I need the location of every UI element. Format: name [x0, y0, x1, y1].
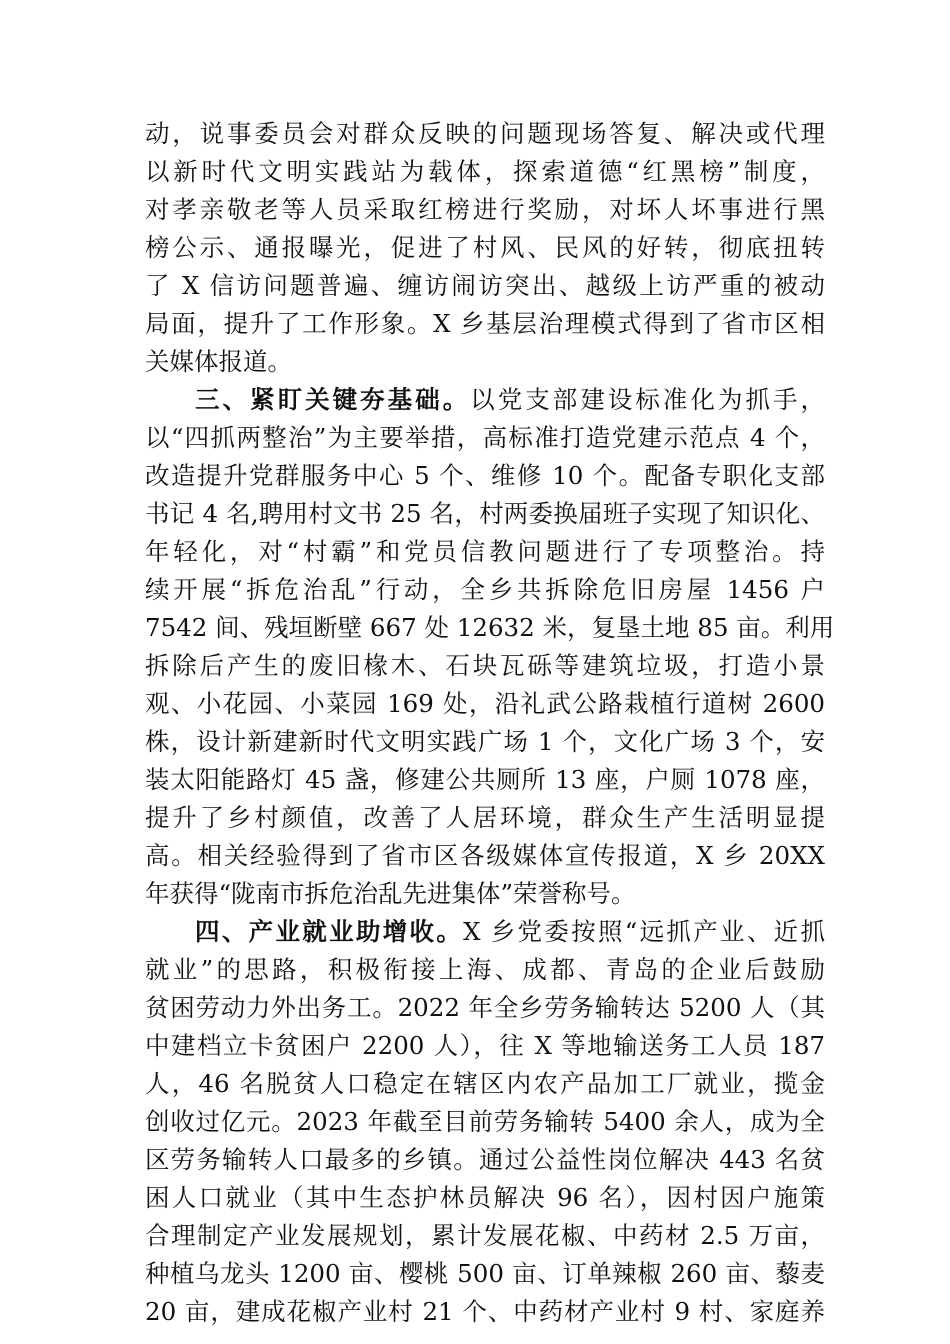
section-heading: 三、紧盯关键夯基础。: [195, 385, 471, 414]
text-line: 株，设计新建新时代文明实践广场 1 个，文化广场 3 个，安: [145, 727, 825, 756]
text-line: 动，说事委员会对群众反映的问题现场答复、解决或代理: [145, 119, 825, 148]
paragraph-first-line: [195, 381, 825, 419]
text-line: 创收过亿元。2023 年截至目前劳务输转 5400 余人，成为全: [145, 1107, 825, 1136]
section-heading: 四、产业就业助增收。: [195, 917, 464, 946]
text-line: 年获得“陇南市拆危治乱先进集体”荣誉称号。: [145, 879, 636, 908]
text-line: 中建档立卡贫困户 2200 人），往 X 等地输送务工人员 187: [145, 1031, 825, 1060]
text-line: 改造提升党群服务中心 5 个、维修 10 个。配备专职化支部: [145, 461, 825, 490]
text-line: 装太阳能路灯 45 盏，修建公共厕所 13 座，户厕 1078 座，: [145, 765, 825, 794]
text-line: 区劳务输转人口最多的乡镇。通过公益性岗位解决 443 名贫: [145, 1145, 825, 1174]
text-line: 就业”的思路，积极衔接上海、成都、青岛的企业后鼓励: [145, 955, 825, 984]
paragraph-text: 以党支部建设标准化为抓手，: [470, 385, 826, 414]
text-line: 20 亩，建成花椒产业村 21 个、中药材产业村 9 村、家庭养: [145, 1297, 825, 1326]
text-line: 观、小花园、小菜园 169 处，沿礼武公路栽植行道树 2600: [145, 689, 825, 718]
text-line: 了 X 信访问题普遍、缠访闹访突出、越级上访严重的被动: [145, 271, 825, 300]
text-line: 种植乌龙头 1200 亩、樱桃 500 亩、订单辣椒 260 亩、藜麦: [145, 1259, 825, 1288]
text-line: 以新时代文明实践站为载体，探索道德“红黑榜”制度，: [145, 157, 825, 186]
text-line: 高。相关经验得到了省市区各级媒体宣传报道，X 乡 20XX: [145, 841, 825, 870]
paragraph-first-line: [195, 913, 825, 951]
text-line: 榜公示、通报曝光，促进了村风、民风的好转，彻底扭转: [145, 233, 825, 262]
text-line: 书记 4 名,聘用村文书 25 名，村两委换届班子实现了知识化、: [145, 499, 825, 528]
text-line: 以“四抓两整治”为主要举措，高标准打造党建示范点 4 个，: [145, 423, 825, 452]
text-line: 贫困劳动力外出务工。2022 年全乡劳务输转达 5200 人（其: [145, 993, 825, 1022]
text-line: 局面，提升了工作形象。X 乡基层治理模式得到了省市区相: [145, 309, 825, 338]
text-line: 提升了乡村颜值，改善了人居环境，群众生产生活明显提: [145, 803, 825, 832]
paragraph-text: X 乡党委按照“远抓产业、近抓: [463, 917, 825, 946]
text-line: 对孝亲敬老等人员采取红榜进行奖励，对坏人坏事进行黑: [145, 195, 825, 224]
text-line: 拆除后产生的废旧椽木、石块瓦砾等建筑垃圾，打造小景: [145, 651, 825, 680]
text-line: 续开展“拆危治乱”行动，全乡共拆除危旧房屋 1456 户: [145, 575, 825, 604]
text-line: 年轻化，对“村霸”和党员信教问题进行了专项整治。持: [145, 537, 825, 566]
text-line: 人，46 名脱贫人口稳定在辖区内农产品加工厂就业，揽金: [145, 1069, 825, 1098]
text-line: 困人口就业（其中生态护林员解决 96 名），因村因户施策: [145, 1183, 825, 1212]
text-line: 关媒体报道。: [145, 347, 292, 376]
text-line: 合理制定产业发展规划，累计发展花椒、中药材 2.5 万亩，: [145, 1221, 825, 1250]
text-line: 7542 间、残垣断壁 667 处 12632 米，复垦土地 85 亩。利用: [145, 613, 835, 642]
